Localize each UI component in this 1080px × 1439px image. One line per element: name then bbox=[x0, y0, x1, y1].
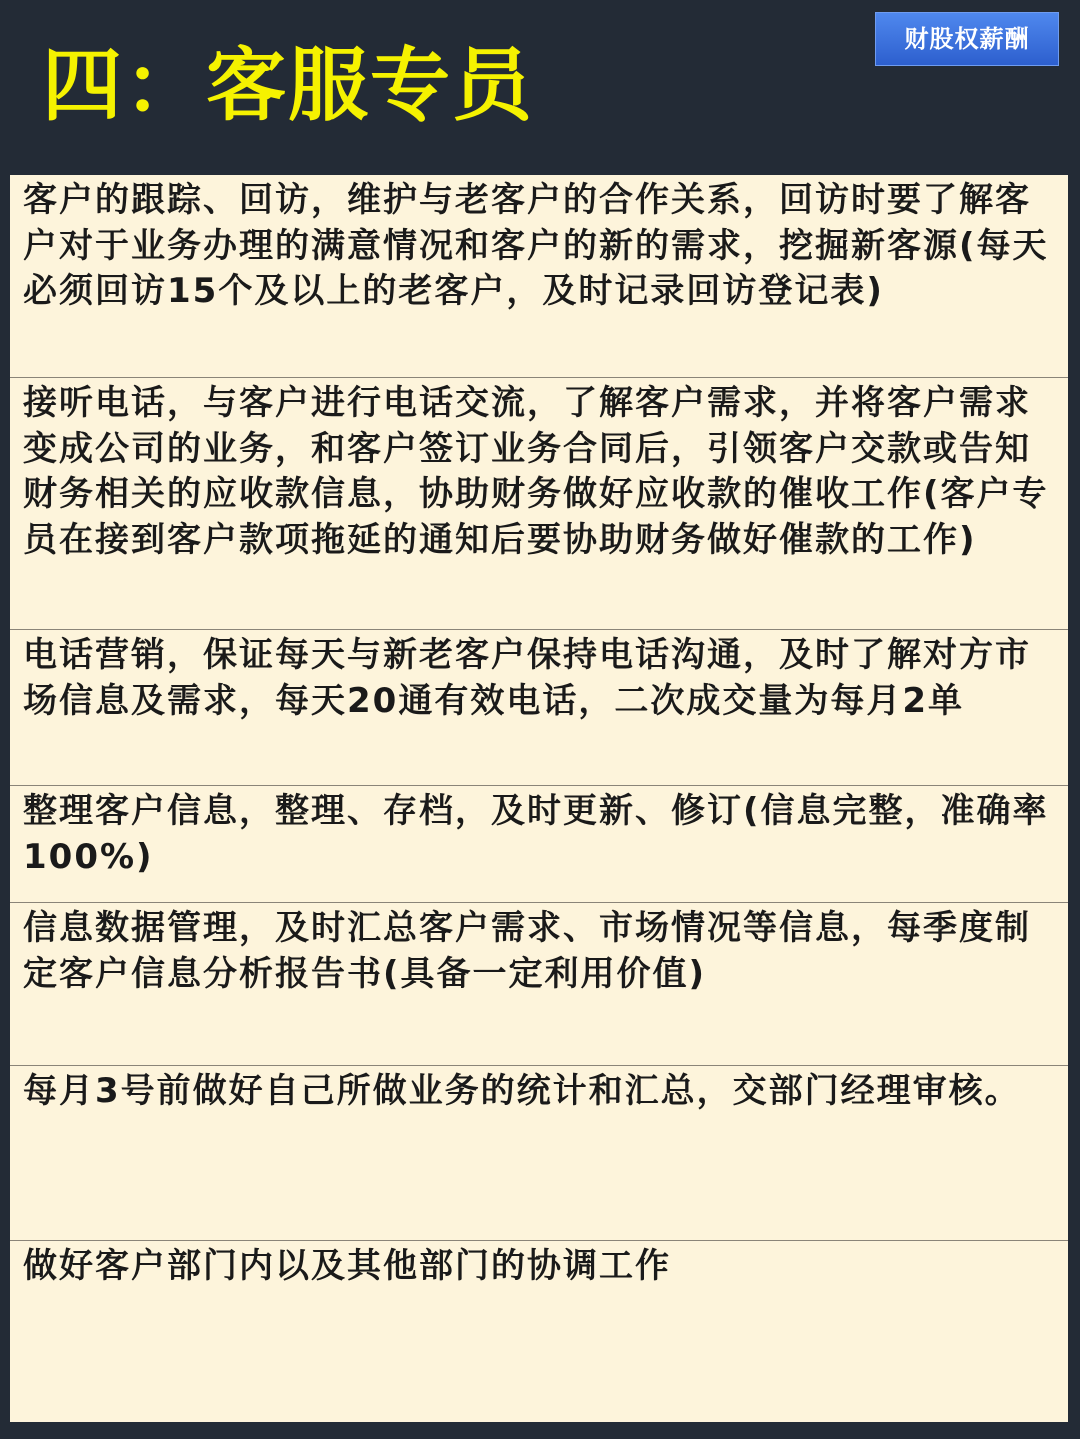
duty-text: 整理客户信息，整理、存档，及时更新、修订(信息完整，准确率100%) bbox=[23, 791, 1049, 877]
duty-row-2 bbox=[10, 377, 1068, 629]
duty-row-4 bbox=[10, 785, 1068, 902]
page-title: 四：客服专员 bbox=[42, 39, 534, 132]
duty-table bbox=[10, 175, 1068, 1422]
duty-row-1 bbox=[10, 175, 1068, 377]
duty-text: 做好客户部门内以及其他部门的协调工作 bbox=[23, 1246, 671, 1286]
duty-text: 接听电话，与客户进行电话交流，了解客户需求，并将客户需求变成公司的业务，和客户签订业务合同后，引领客户交款或告知财务相关的应收款信息，协助财务做好应收款的催收工作(客户专员在接到客户款项拖延的通知后要协助财务做好催款的工作) bbox=[23, 383, 1049, 560]
duty-text: 信息数据管理，及时汇总客户需求、市场情况等信息，每季度制定客户信息分析报告书(具备一定利用价值) bbox=[23, 908, 1031, 994]
duty-row-6 bbox=[10, 1065, 1068, 1240]
duty-row-3 bbox=[10, 629, 1068, 785]
duty-text: 每月3号前做好自己所做业务的统计和汇总，交部门经理审核。 bbox=[23, 1071, 1021, 1111]
duty-row-5 bbox=[10, 902, 1068, 1065]
duty-row-7 bbox=[10, 1240, 1068, 1422]
duty-text: 客户的跟踪、回访，维护与老客户的合作关系，回访时要了解客户对于业务办理的满意情况和客户的新的需求，挖掘新客源(每天必须回访15个及以上的老客户，及时记录回访登记表) bbox=[23, 180, 1049, 311]
brand-badge: 财股权薪酬 bbox=[875, 12, 1059, 66]
duty-text: 电话营销，保证每天与新老客户保持电话沟通，及时了解对方市场信息及需求，每天20通有效电话，二次成交量为每月2单 bbox=[23, 635, 1031, 721]
